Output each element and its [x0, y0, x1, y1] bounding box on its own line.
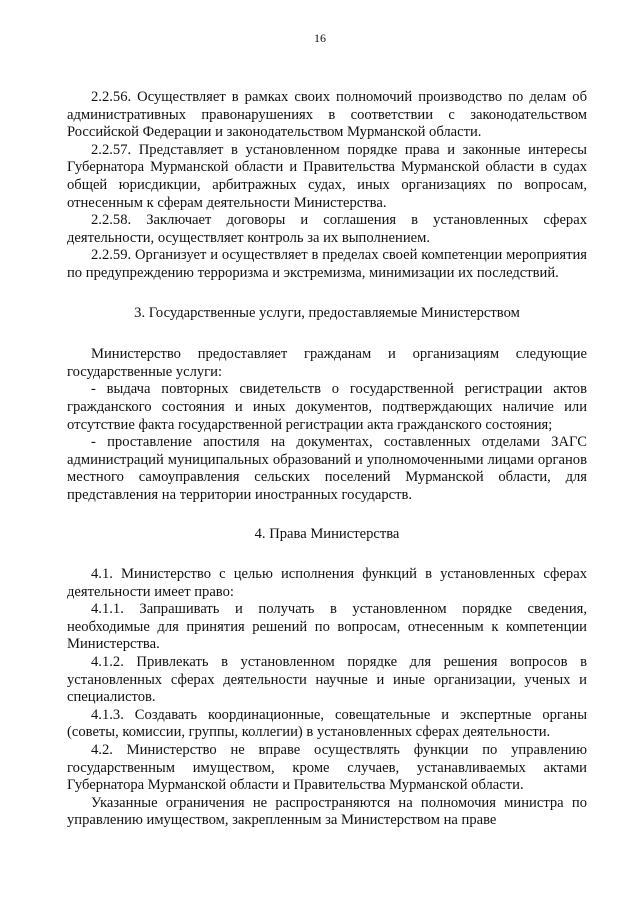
paragraph-2-2-56: 2.2.56. Осуществляет в рамках своих полномочий производство по делам об административных правонарушениях в соответствии с законодательством Российской Федерации и законодательством Мурманской области.	[67, 89, 587, 141]
paragraph-2-2-58: 2.2.58. Заключает договоры и соглашения в установленных сферах деятельности, осуществляет контроль за их выполнением.	[67, 212, 587, 246]
document-body	[67, 89, 587, 830]
paragraph-4-1-3: 4.1.3. Создавать координационные, совещательные и экспертные органы (советы, комиссии, группы, коллегии) в установленных сферах деятельности.	[67, 706, 587, 741]
paragraph-4-2: 4.2. Министерство не вправе осуществлять функции по управлению государственным имуществом, кроме случаев, устанавливаемых актами Губернатора Мурманской области и Правительства Мурманской области.	[67, 742, 587, 794]
paragraph-4-1-2: 4.1.2. Привлекать в установленном порядке для решения вопросов в установленных сферах деятельности научные и иные организации, ученых и специалистов.	[67, 654, 587, 706]
page-number: 16	[314, 31, 326, 45]
section-4-heading: 4. Права Министерства	[254, 526, 400, 543]
paragraph-service-apostille: - проставление апостиля на документах, составленных отделами ЗАГС администраций муниципальных образований и уполномоченными лицами органов местного самоуправления сельских поселений Мурманской области, для представления на территории иностранных государств.	[67, 434, 587, 503]
paragraph-4-1-1: 4.1.1. Запрашивать и получать в установленном порядке сведения, необходимые для принятия решений по вопросам, отнесенным к компетенции Министерства.	[67, 601, 587, 653]
paragraph-4-1: 4.1. Министерство с целью исполнения функций в установленных сферах деятельности имеет право:	[67, 566, 587, 600]
section-3-heading: 3. Государственные услуги, предоставляемые Министерством	[134, 304, 520, 321]
paragraph-service-certificates: - выдача повторных свидетельств о государственной регистрации актов гражданского состояния и иных документов, подтверждающих наличие или отсутствие факта государственной регистрации акта гражданского состояния;	[67, 381, 587, 433]
paragraph-services-intro: Министерство предоставляет гражданам и организациям следующие государственные услуги:	[67, 346, 587, 380]
paragraph-restrictions: Указанные ограничения не распространяются на полномочия министра по управлению имуществом, закрепленным за Министерством на праве	[67, 794, 587, 829]
paragraph-2-2-59: 2.2.59. Организует и осуществляет в пределах своей компетенции мероприятия по предупреждению терроризма и экстремизма, минимизации их последствий.	[67, 247, 587, 281]
paragraph-2-2-57: 2.2.57. Представляет в установленном порядке права и законные интересы Губернатора Мурманской области и Правительства Мурманской области в судах общей юрисдикции, арбитражных судах, иных организациях по вопросам, отнесенным к сферам деятельности Министерства.	[67, 141, 587, 211]
